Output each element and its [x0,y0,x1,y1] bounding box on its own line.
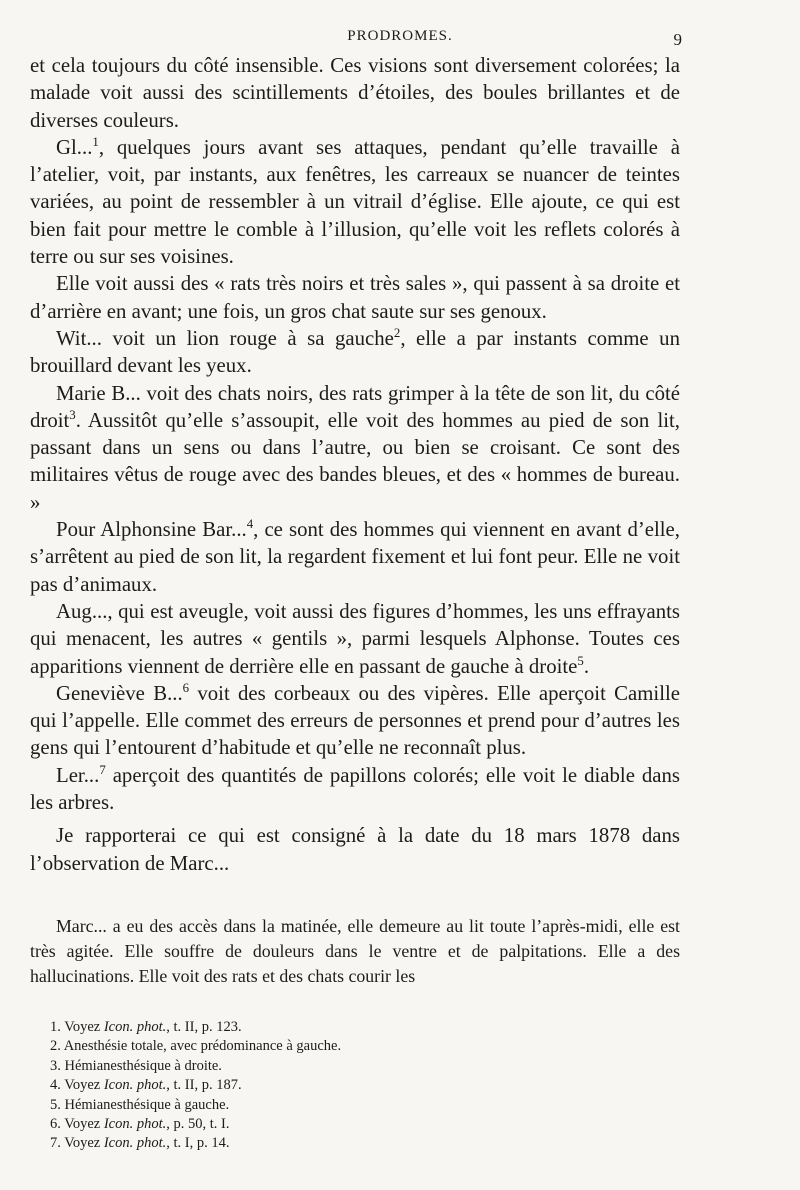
paragraph: Je rapporterai ce qui est consigné à la date du 18 mars 1878 dans l’observation de Marc... [30,824,680,875]
footnote-ref: 5 [577,653,584,668]
footnote: 1. Voyez Icon. phot., t. II, p. 123. [50,1019,242,1035]
case-note-text: Marc... a eu des accès dans la matinée, elle demeure au lit toute l’après-midi, elle est très agitée. Elle souffre de douleurs dans le ventre et de palpitations. Elle a des hallucinations. Elle voit des rats et des chats courir les [30,916,680,986]
footnote: 3. Hémianesthésique à droite. [50,1057,222,1074]
running-head: PRODROMES. [347,28,453,44]
paragraph: Geneviève B...$^6$ voit des corbeaux ou des vipères. Elle aperçoit Camille qui l’appelle. Elle commet des erreurs de personnes et prend pour d’autres les gens qui l’entourent d’habitude et qu’elle ne reconnaît plus. [30,680,680,760]
paragraph: Marie B... voit des chats noirs, des rats grimper à la tête de son lit, du côté droit$^3$. Aussitôt qu’elle s’assoupit, elle voit des hommes au pied de son lit, passant dans un sens ou dans l’autre, ou bien se croisant. Ce sont des militaires vêtus de rouge avec des bandes bleues, et des « hommes de bureau. » [30,381,680,514]
footnote: 2. Anesthésie totale, avec prédominance à gauche. [50,1038,342,1055]
paragraph: Ler...$^7$ aperçoit des quantités de papillons colorés; elle voit le diable dans les arbres. [30,762,680,815]
footnote-ref: 2 [393,326,401,341]
footnote: 5. Hémianesthésique à gauche. [50,1096,230,1113]
footnote: 7. Voyez Icon. phot., t. I, p. 14. [50,1135,230,1152]
paragraph: Aug..., qui est aveugle, voit aussi des figures d’hommes, les uns effrayants qui menacent, les autres « gentils », parmi lesquels Alphonse. Toutes ces apparitions viennent de derrière elle en passant de gauche à droite$^5$. [30,599,680,678]
body-text [30,52,680,877]
paragraph: Elle voit aussi des « rats très noirs et très sales », qui passent à sa droite et d’arrière en avant; une fois, un gros chat saute sur ses genoux. [30,272,680,323]
footnote-ref: 7 [99,762,106,777]
paragraph: Wit... voit un lion rouge à sa gauche$^2$, elle a par instants comme un brouillard devant les yeux. [30,326,680,378]
footnotes [50,1018,650,1154]
footnote-ref: 3 [69,407,76,422]
footnote: 6. Voyez Icon. phot., p. 50, t. I. [50,1116,230,1133]
footnote-ref: 4 [246,517,254,532]
footnote: 4. Voyez Icon. phot., t. II, p. 187. [50,1077,242,1094]
paragraph: Pour Alphonsine Bar...$^4$, ce sont des hommes qui viennent en avant d’elle, s’arrêtent au pied de son lit, la regardent fixement et lui font peur. Elle ne voit pas d’animaux. [30,517,680,596]
paragraph: et cela toujours du côté insensible. Ces visions sont diversement colorées; la malade voit aussi des scintillements d’étoiles, des boules brillantes et de diverses couleurs. [30,54,680,132]
page-number: 9 [673,30,682,49]
footnote-ref: 1 [92,134,99,149]
case-note [30,914,680,989]
paragraph: Gl...$^1$, quelques jours avant ses attaques, pendant qu’elle travaille à l’atelier, voit, par instants, aux fenêtres, les carreaux se nuancer de teintes variées, au point de ressembler à un vitrail d’église. Elle ajoute, ce qui est bien fait pour mettre le comble à l’illusion, qu’elle voit les reflets colorés à terre ou sur ses voisines. [30,134,680,269]
footnote-ref: 6 [182,680,190,695]
